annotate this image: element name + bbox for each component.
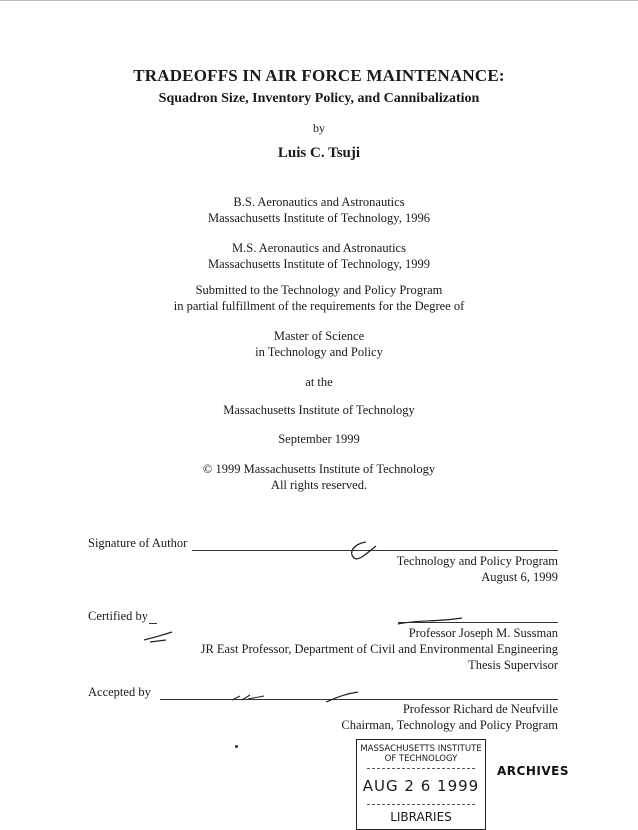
acceptor-name: Professor Richard de Neufville xyxy=(402,702,558,716)
submission-date: September 1999 xyxy=(278,432,360,446)
acceptor-initial-scribble xyxy=(228,690,268,706)
degree-name: Master of Science xyxy=(273,329,365,343)
submitted-line-2: in partial fulfillment of the requirements for the Degree of xyxy=(173,299,465,313)
stamp-top-divider xyxy=(367,768,475,769)
submitted-line-1: Submitted to the Technology and Policy Program xyxy=(195,283,443,297)
certified-by-label: Certified by xyxy=(88,609,149,623)
prior-degree-1-field: B.S. Aeronautics and Astronautics xyxy=(233,195,405,209)
author-date: August 6, 1999 xyxy=(481,570,558,584)
certifier-role: Thesis Supervisor xyxy=(468,658,558,672)
archives-stamp: ARCHIVES xyxy=(497,764,569,778)
author-signature-label: Signature of Author xyxy=(88,536,188,550)
certifier-name: Professor Joseph M. Sussman xyxy=(408,626,558,640)
stamp-institute-line-2: OF TECHNOLOGY xyxy=(384,754,458,764)
prior-degree-1-school: Massachusetts Institute of Technology, 1996 xyxy=(207,211,430,225)
stray-mark xyxy=(235,745,238,748)
by-label: by xyxy=(313,121,325,135)
certified-by-underline xyxy=(149,623,157,624)
certifier-title: JR East Professor, Department of Civil and Environmental Engineering xyxy=(200,642,558,656)
author-name: Luis C. Tsuji xyxy=(277,145,361,161)
thesis-subtitle: Squadron Size, Inventory Policy, and Cannibalization xyxy=(158,91,480,106)
degree-field: in Technology and Policy xyxy=(255,345,383,359)
stamp-bottom-divider xyxy=(367,804,475,805)
library-stamp xyxy=(356,739,486,830)
acceptor-title: Chairman, Technology and Policy Program xyxy=(341,718,558,732)
rights-reserved: All rights reserved. xyxy=(270,478,368,492)
prior-degree-2-school: Massachusetts Institute of Technology, 1999 xyxy=(207,257,430,271)
prior-degree-2-field: M.S. Aeronautics and Astronautics xyxy=(232,241,406,255)
at-the-label: at the xyxy=(305,375,333,389)
accepted-by-label: Accepted by xyxy=(88,685,151,699)
thesis-title: TRADEOFFS IN AIR FORCE MAINTENANCE: xyxy=(133,66,505,85)
stamp-libraries: LIBRARIES xyxy=(390,810,452,824)
author-program: Technology and Policy Program xyxy=(396,554,558,568)
institution-name: Massachusetts Institute of Technology xyxy=(223,403,415,417)
stamp-date: AUG 2 6 1999 xyxy=(362,777,480,795)
stamp-institute-line-1: MASSACHUSETTS INSTITUTE xyxy=(360,744,482,754)
page-top-edge xyxy=(0,0,638,1)
copyright-notice: © 1999 Massachusetts Institute of Technology xyxy=(202,462,436,476)
